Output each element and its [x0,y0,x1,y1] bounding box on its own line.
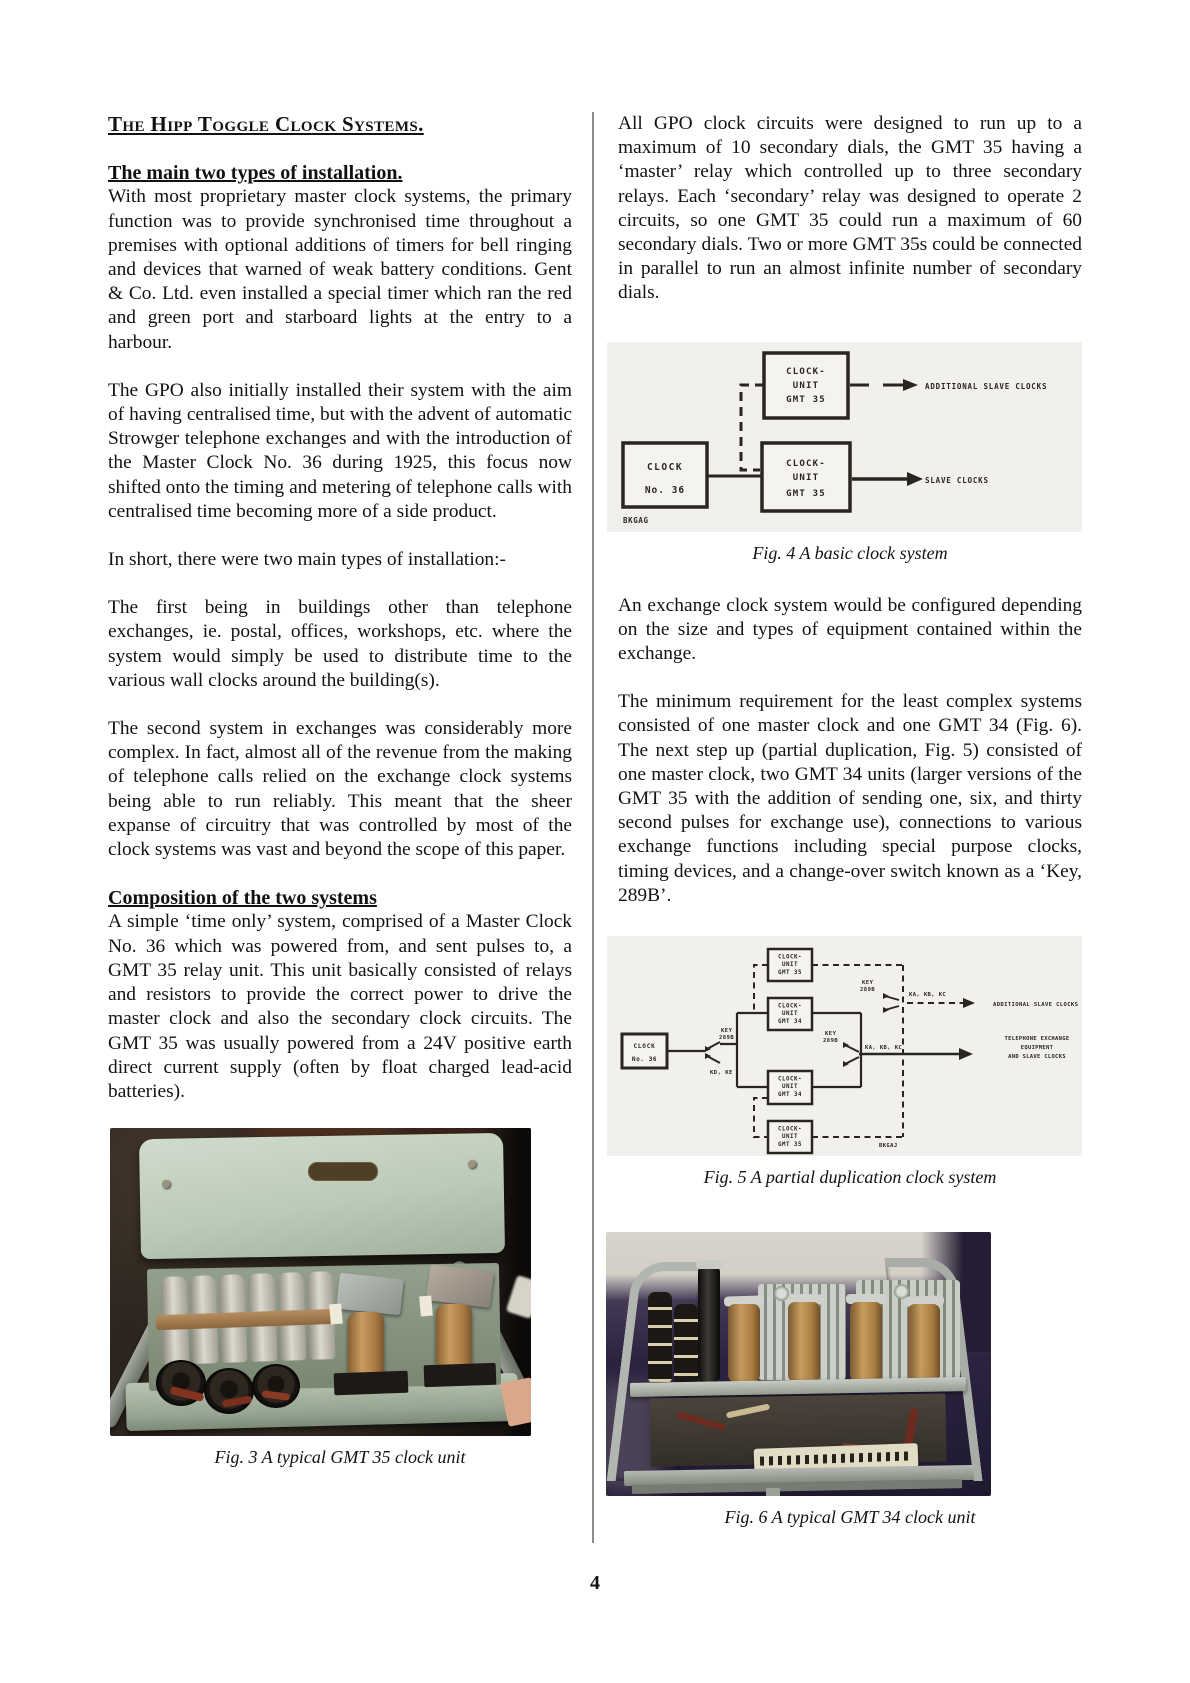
section-heading-installation: The main two types of installation. [108,162,403,185]
capacitor [190,1275,218,1318]
fig3-photo [110,1128,531,1436]
svg-text:CLOCK-: CLOCK- [786,366,826,377]
paragraph-gpo: The GPO also initially installed their system with the aim of having centralised time, but with the advent of automatic Strowger telephone exchanges and with the introduction of the Master Clock No. 36 during 1925, this focus now shifted onto the timing and metering of telephone calls with centralised time becoming more of a side product. [108,379,572,522]
svg-text:No. 36: No. 36 [644,484,686,496]
svg-text:GMT 34: GMT 34 [778,1019,802,1026]
relay-base [424,1363,497,1387]
toroid-coil [204,1368,254,1414]
black-cylinder [698,1266,720,1382]
right-column [618,112,1082,1528]
svg-text:KA, KB, KC: KA, KB, KC [909,992,947,999]
svg-text:CLOCK: CLOCK [633,1043,656,1051]
svg-text:KD, KE: KD, KE [710,1070,733,1077]
fig4-schematic [607,342,1082,532]
svg-text:KA, KB, KC: KA, KB, KC [865,1045,903,1052]
svg-text:UNIT: UNIT [792,380,820,391]
coil [850,1302,882,1382]
key-switch [843,1042,859,1067]
fig5-diagram [607,936,1082,1156]
left-column [108,112,572,1468]
black-cylinder-stack [648,1292,672,1384]
key-switch [705,1042,720,1063]
coil [908,1304,940,1382]
page-number: 4 [590,1572,600,1594]
svg-text:GMT 34: GMT 34 [778,1092,802,1099]
svg-text:CLOCK-: CLOCK- [778,1076,802,1083]
section-heading-composition: Composition of the two systems [108,887,377,910]
paragraph-simple-system: A simple ‘time only’ system, comprised of a Master Clock No. 36 which was powered from, and sent pulses to, a GMT 35 relay unit. This unit basically consisted of relays and resistors to provide the correct power to drive the master clock and also the secondary clock circuits. The GMT 35 was usually powered from a 24V positive earth direct current supply (often by float charged lead-acid batteries). [108,911,572,1102]
capacitor [161,1276,189,1319]
svg-text:BKGAG: BKGAG [623,515,649,525]
dashed-connector [754,1098,768,1137]
svg-text:CLOCK-: CLOCK- [778,954,802,961]
foot [766,1488,780,1496]
paragraph-minimum: The minimum requirement for the least complex systems consisted of one master clock and one GMT 34 (Fig. 6). The next step up (partial duplication, Fig. 5) consisted of one master clock, two GMT 34 units (larger versions of the GMT 35 with the addition of sending one, six, and thirty second pulses for exchange use), connections to various exchange functions including special purpose clocks, timing devices, and a change-over switch known as a ‘Key, 289B’. [618,691,1082,906]
paragraph-all-gpo: All GPO clock circuits were designed to run up to a maximum of 10 secondary dials, the GMT 35 having a ‘master’ relay which controlled up to three secondary relays. Each ‘secondary’ relay was designed to operate 2 circuits, so one GMT 35 could run a maximum of 60 secondary dials. Two or more GMT 35s could be connected in parallel to run an almost infinite number of secondary dials. [618,113,1082,304]
fig6-photo [606,1232,991,1496]
fig5-schematic [607,936,1082,1156]
svg-text:UNIT: UNIT [782,1011,798,1018]
arrow-head [963,998,975,1008]
svg-text:UNIT: UNIT [782,1134,798,1141]
svg-text:ADDITIONAL SLAVE CLOCKS: ADDITIONAL SLAVE CLOCKS [993,1002,1079,1009]
svg-text:GMT 35: GMT 35 [786,488,826,499]
svg-text:UNIT: UNIT [782,1084,798,1091]
paragraph-exchange: An exchange clock system would be configured depending on the size and types of equipment contained within the exchange. [618,594,1082,665]
unit-cover [139,1133,505,1259]
svg-text:KEY: KEY [721,1028,733,1035]
nameplate [308,1162,378,1181]
capacitor [219,1274,247,1317]
svg-text:GMT 35: GMT 35 [778,970,802,977]
column-divider [592,112,594,1543]
relay-coil [348,1312,384,1380]
fig5-caption: Fig. 5 A partial duplication clock system [703,1167,997,1188]
arrow-head [903,379,918,391]
svg-text:TELEPHONE EXCHANGE: TELEPHONE EXCHANGE [1004,1036,1070,1043]
svg-text:CLOCK-: CLOCK- [786,458,826,469]
svg-text:AND SLAVE CLOCKS: AND SLAVE CLOCKS [1008,1054,1066,1061]
ratchet-wheel [774,1286,789,1301]
fig3-caption: Fig. 3 A typical GMT 35 clock unit [214,1447,466,1468]
coil [788,1302,820,1382]
capacitor [277,1272,305,1315]
relay-label-chip [419,1296,433,1317]
svg-text:289B: 289B [860,987,876,994]
arrow-head [959,1048,973,1060]
key-switch [883,993,899,1013]
fig4-diagram [607,342,1082,532]
fig6-caption: Fig. 6 A typical GMT 34 clock unit [724,1507,976,1528]
toroid-coil [252,1364,300,1408]
svg-text:CLOCK: CLOCK [646,461,684,473]
svg-text:CLOCK-: CLOCK- [778,1126,802,1133]
svg-text:289B: 289B [719,1035,735,1042]
svg-text:SLAVE CLOCKS: SLAVE CLOCKS [925,475,989,485]
svg-text:BKGAJ: BKGAJ [879,1143,898,1150]
paragraph-first-type: The first being in buildings other than telephone exchanges, ie. postal, offices, workshops, etc. where the system would simply be used to distribute time to the various wall clocks around the building(s). [108,597,572,691]
relay-bracket [336,1273,403,1315]
paragraph-in-short: In short, there were two main types of installation:- [108,549,506,571]
paragraph-with-most: With most proprietary master clock systems, the primary function was to provide synchronised time throughout a premises with optional additions of timers for bell ringing and devices that warned of weak battery conditions. Gent & Co. Ltd. even installed a special timer which ran the red and green port and starboard lights at the entry to a harbour. [108,186,572,353]
article-title: The Hipp Toggle Clock Systems. [108,112,424,136]
coil [728,1304,760,1382]
arrow-head [907,472,923,486]
svg-text:UNIT: UNIT [792,472,820,483]
svg-text:ADDITIONAL SLAVE CLOCKS: ADDITIONAL SLAVE CLOCKS [925,381,1048,391]
svg-text:CLOCK-: CLOCK- [778,1003,802,1010]
svg-text:GMT 35: GMT 35 [778,1142,802,1149]
svg-text:289B: 289B [823,1038,839,1045]
svg-text:No. 36: No. 36 [631,1056,658,1064]
capacitor [248,1273,276,1316]
paragraph-second-type: The second system in exchanges was considerably more complex. In fact, almost all of the revenue from the making of telephone calls relied on the exchange clock systems being able to run reliably. This meant that the sheer expanse of circuitry that was controlled by most of the clock systems was vast and beyond the scope of this paper. [108,718,572,861]
svg-text:KEY: KEY [862,980,874,987]
relay-label-chip [329,1304,343,1325]
dashed-connector [754,965,768,1013]
relay-base [334,1371,409,1396]
svg-text:EQUIPMENT: EQUIPMENT [1020,1045,1054,1052]
fig4-caption: Fig. 4 A basic clock system [752,542,948,563]
ratchet-wheel [894,1284,909,1299]
svg-text:GMT 35: GMT 35 [786,394,826,405]
black-cylinder-stack [674,1304,698,1384]
relay-coil [436,1304,472,1370]
cylinder-cap [696,1260,722,1269]
master-clock-box [623,443,707,507]
svg-text:KEY: KEY [825,1031,837,1038]
svg-text:UNIT: UNIT [782,962,798,969]
